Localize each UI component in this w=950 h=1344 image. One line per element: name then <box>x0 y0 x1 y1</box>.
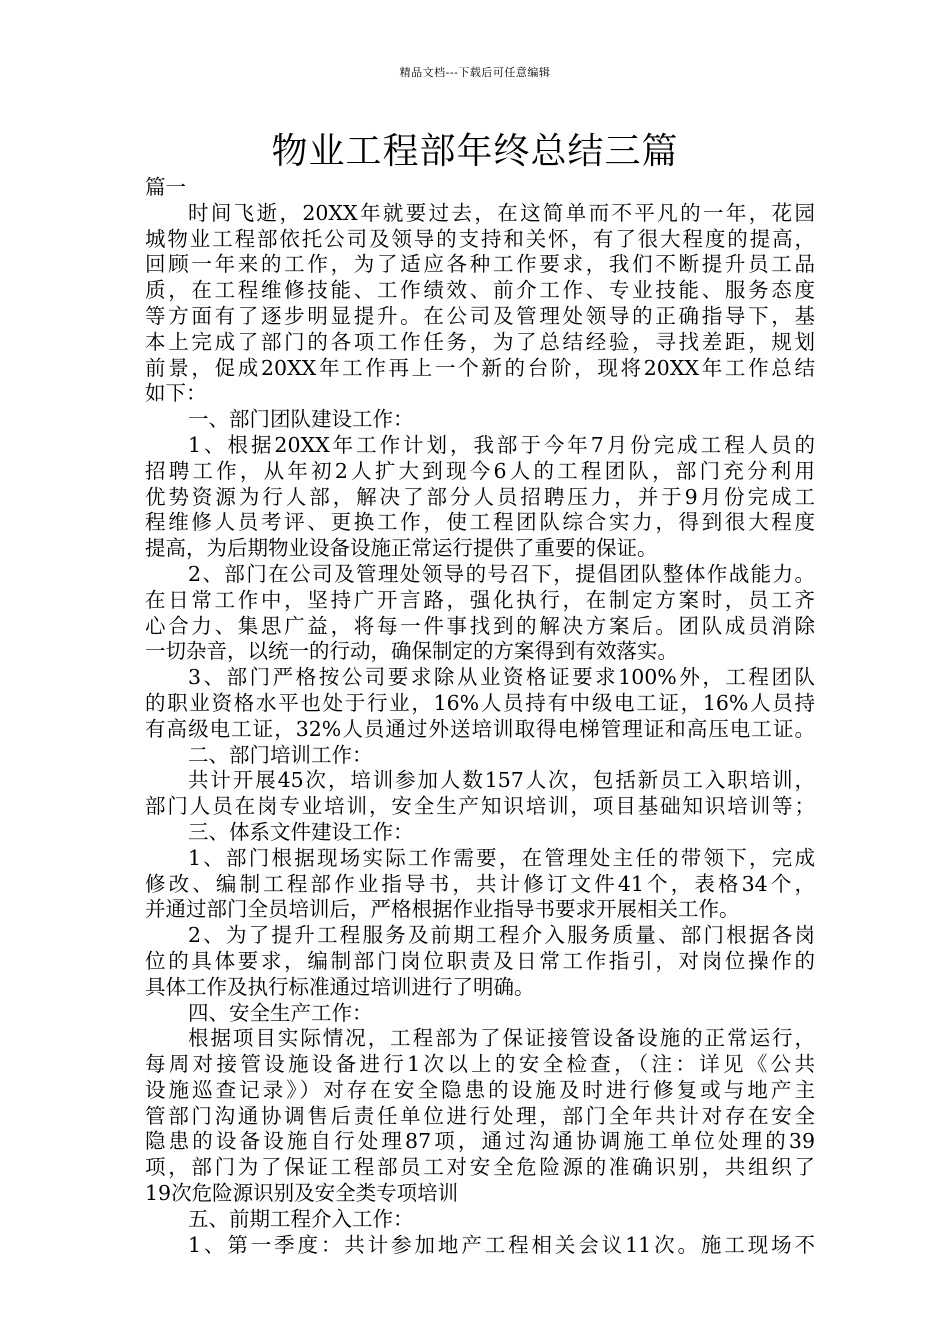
body-line: 根据项目实际情况，工程部为了保证接管设备设施的正常运行， <box>188 1026 815 1051</box>
body-line: 招聘工作，从年初2人扩大到现今6人的工程团队，部门充分利用 <box>145 458 815 483</box>
header-note: 精品文档---下载后可任意编辑 <box>399 66 551 79</box>
document-title: 物业工程部年终总结三篇 <box>271 131 679 172</box>
body-line: 2、部门在公司及管理处领导的号召下，提倡团队整体作战能力。 <box>188 561 815 586</box>
body-line: 1、根据20XX年工作计划，我部于今年7月份完成工程人员的 <box>188 432 815 457</box>
body-line: 一、部门团队建设工作： <box>188 407 414 432</box>
body-line: 的职业资格水平也处于行业，16%人员持有中级电工证，16%人员持 <box>145 690 815 715</box>
body-line: 在日常工作中，坚持广开言路，强化执行，在制定方案时，员工齐 <box>145 587 815 612</box>
body-line: 2、为了提升工程服务及前期工程介入服务质量、部门根据各岗 <box>188 923 815 948</box>
body-line: 位的具体要求，编制部门岗位职责及日常工作指引，对岗位操作的 <box>145 948 815 973</box>
body-line: 3、部门严格按公司要求除从业资格证要求100%外，工程团队 <box>188 665 815 690</box>
body-line: 并通过部门全员培训后，严格根据作业指导书要求开展相关工作。 <box>145 897 740 922</box>
body-line: 19次危险源识别及安全类专项培训 <box>145 1181 459 1206</box>
body-line: 城物业工程部依托公司及领导的支持和关怀，有了很大程度的提高， <box>145 226 815 251</box>
body-line: 部门人员在岗专业培训，安全生产知识培训，项目基础知识培训等； <box>145 794 815 819</box>
body-line: 提高，为后期物业设备设施正常运行提供了重要的保证。 <box>145 536 658 561</box>
body-line: 四、安全生产工作： <box>188 1000 373 1025</box>
body-line: 修改、编制工程部作业指导书，共计修订文件41个，表格34个， <box>145 871 815 896</box>
body-line: 篇一 <box>145 175 186 199</box>
document-body <box>145 175 815 1258</box>
body-line: 如下： <box>145 381 207 406</box>
body-line: 管部门沟通协调售后责任单位进行处理，部门全年共计对存在安全 <box>145 1103 815 1128</box>
body-line: 三、体系文件建设工作： <box>188 819 414 844</box>
body-line: 五、前期工程介入工作： <box>188 1206 414 1231</box>
body-line: 具体工作及执行标准通过培训进行了明确。 <box>145 974 535 999</box>
body-line: 设施巡查记录》）对存在安全隐患的设施及时进行修复或与地产主 <box>145 1077 815 1102</box>
body-line: 程维修人员考评、更换工作，使工程团队综合实力，得到很大程度 <box>145 510 815 535</box>
body-line: 二、部门培训工作： <box>188 742 373 767</box>
body-line: 一切杂音，以统一的行动，确保制定的方案得到有效落实。 <box>145 639 678 664</box>
body-line: 1、第一季度：共计参加地产工程相关会议11次。施工现场不 <box>188 1232 815 1257</box>
body-line: 时间飞逝，20XX年就要过去，在这简单而不平凡的一年，花园 <box>188 200 815 225</box>
body-line: 等方面有了逐步明显提升。在公司及管理处领导的正确指导下，基 <box>145 303 815 328</box>
body-line: 共计开展45次，培训参加人数157人次，包括新员工入职培训， <box>188 768 815 793</box>
body-line: 心合力、集思广益，将每一件事找到的解决方案后。团队成员消除 <box>145 613 815 638</box>
body-line: 1、部门根据现场实际工作需要，在管理处主任的带领下，完成 <box>188 845 815 870</box>
body-line: 隐患的设备设施自行处理87项，通过沟通协调施工单位处理的39 <box>145 1129 815 1154</box>
body-line: 优势资源为行人部，解决了部分人员招聘压力，并于9月份完成工 <box>145 484 815 509</box>
body-line: 本上完成了部门的各项工作任务，为了总结经验，寻找差距，规划 <box>145 329 815 354</box>
body-line: 每周对接管设施设备进行1次以上的安全检查，（注：详见《公共 <box>145 1052 815 1077</box>
body-line: 有高级电工证，32%人员通过外送培训取得电梯管理证和高压电工证。 <box>145 716 815 741</box>
body-line: 质，在工程维修技能、工作绩效、前介工作、专业技能、服务态度 <box>145 278 815 303</box>
body-line: 项，部门为了保证工程部员工对安全危险源的准确识别，共组织了 <box>145 1155 815 1180</box>
body-line: 回顾一年来的工作，为了适应各种工作要求，我们不断提升员工品 <box>145 252 815 277</box>
body-line: 前景，促成20XX年工作再上一个新的台阶，现将20XX年工作总结 <box>145 355 815 380</box>
